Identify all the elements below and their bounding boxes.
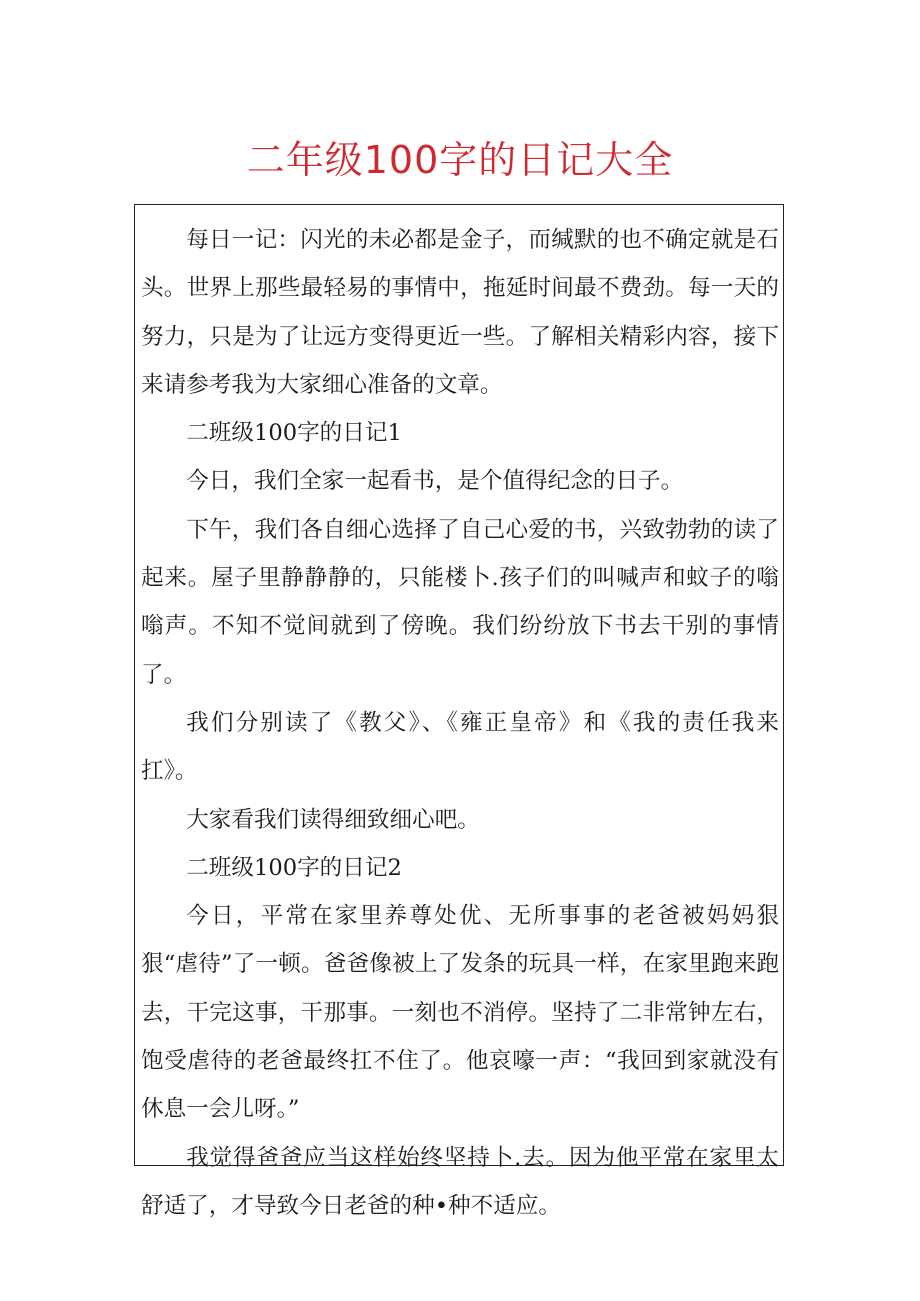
diary-1-paragraph-3: 我们分别读了《教父》、《雍正皇帝》和《我的责任我来扛》。 bbox=[141, 709, 779, 785]
diary-2-paragraph-2: 我觉得爸爸应当这样始终坚持卜.去。因为他平常在家里太舒适了，才导致今日老爸的种•种不适应。 bbox=[141, 1144, 779, 1219]
diary-1-paragraph-2: 下午，我们各自细心选择了自己心爱的书，兴致勃勃的读了起来。屋子里静静静的，只能楼卜.孩子们的叫喊声和蚊子的嗡嗡声。不知不觉间就到了傍晚。我们纷纷放下书去干别的事情了。 bbox=[141, 516, 779, 688]
document-title: 二年级100字的日记大全 bbox=[246, 138, 674, 182]
diary-1-paragraph-4: 大家看我们读得细致细心吧。 bbox=[186, 806, 480, 833]
diary-1-paragraph-1: 今日，我们全家一起看书，是个值得纪念的日子。 bbox=[186, 468, 684, 495]
diary-2-heading: 二班级100字的日记2 bbox=[186, 854, 402, 881]
content-box bbox=[134, 204, 784, 1219]
diary-1-heading: 二班级100字的日记1 bbox=[186, 420, 402, 447]
diary-2-paragraph-1: 今日，平常在家里养尊处优、无所事事的老爸被妈妈狠狠“虐待”了一顿。爸爸像被上了发条的玩具一样，在家里跑来跑去，干完这事，干那事。一刻也不消停。坚持了二非常钟左右，饱受虐待的老爸最终扛不住了。他哀嚎一声：“我回到家就没有休息一会儿呀。” bbox=[141, 903, 779, 1123]
intro-paragraph: 每日一记：闪光的未必都是金子，而缄默的也不确定就是石头。世界上那些最轻易的事情中，拖延时间最不费劲。每一天的努力，只是为了让远方变得更近一些。了解相关精彩内容，接下来请参考我为大家细心准备的文章。 bbox=[141, 227, 779, 398]
